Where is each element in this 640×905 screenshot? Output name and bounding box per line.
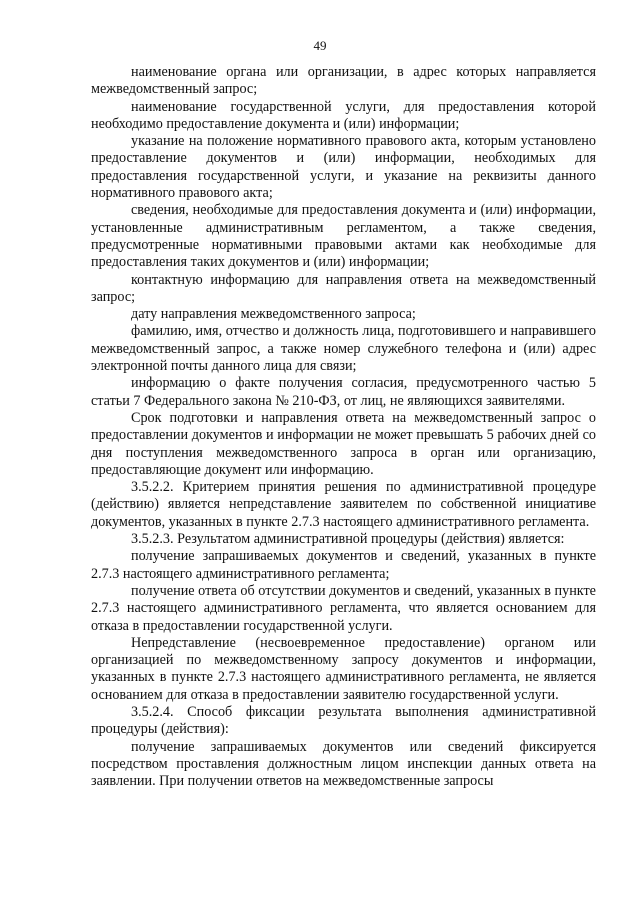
paragraph: 3.5.2.2. Критерием принятия решения по административной процедуре (действию) является непредставление заявителем по собственной инициативе документов, указанных в пункте 2.7.3 настоящего административного регламента. bbox=[91, 479, 596, 530]
paragraph: указание на положение нормативного правового акта, которым установлено предоставление документов и (или) информации, необходимых для предоставления государственной услуги, и указание на реквизиты данного нормативного правового акта; bbox=[91, 133, 596, 202]
paragraph: сведения, необходимые для предоставления документа и (или) информации, установленные административным регламентом, а также сведения, предусмотренные нормативными правовыми актами как необходимые для предоставления таких документов и (или) информации; bbox=[91, 202, 596, 271]
page-number: 49 bbox=[313, 38, 327, 53]
paragraph: наименование органа или организации, в адрес которых направляется межведомственный запрос; bbox=[91, 64, 596, 98]
paragraph: контактную информацию для направления ответа на межведомственный запрос; bbox=[91, 271, 596, 305]
paragraph: получение ответа об отсутствии документов и сведений, указанных в пункте 2.7.3 настоящего административного регламента, что является основанием для отказа в предоставлении государственной услуги. bbox=[91, 582, 596, 634]
paragraph: Непредставление (несвоевременное предоставление) органом или организацией по межведомственному запросу документов и информации, указанных в пункте 2.7.3 настоящего административного регламента, не является основанием для отказа в предоставлении заявителю государственной услуги. bbox=[91, 634, 596, 703]
paragraph: 3.5.2.3. Результатом административной процедуры (действия) является: bbox=[131, 531, 565, 548]
paragraph: дату направления межведомственного запроса; bbox=[131, 306, 416, 323]
paragraph: информацию о факте получения согласия, предусмотренного частью 5 статьи 7 Федерального закона № 210-ФЗ, от лиц, не являющихся заявителями. bbox=[91, 375, 596, 409]
document-body bbox=[91, 64, 596, 790]
paragraph: получение запрашиваемых документов или сведений фиксируется посредством проставления должностным лицом инспекции данных ответа на заявлении. При получении ответов на межведомственные запросы bbox=[91, 738, 596, 790]
paragraph: Срок подготовки и направления ответа на межведомственный запрос о предоставлении документов и информации не может превышать 5 рабочих дней со дня поступления межведомственного запроса в орган или организацию, предоставляющие документ или информацию. bbox=[91, 409, 596, 478]
paragraph: 3.5.2.4. Способ фиксации результата выполнения административной процедуры (действия): bbox=[91, 703, 596, 738]
paragraph: получение запрашиваемых документов и сведений, указанных в пункте 2.7.3 настоящего административного регламента; bbox=[91, 548, 596, 582]
paragraph: наименование государственной услуги, для предоставления которой необходимо предоставление документа и (или) информации; bbox=[91, 98, 596, 132]
paragraph: фамилию, имя, отчество и должность лица, подготовившего и направившего межведомственный запрос, а также номер служебного телефона и (или) адрес электронной почты данного лица для связи; bbox=[91, 323, 596, 375]
